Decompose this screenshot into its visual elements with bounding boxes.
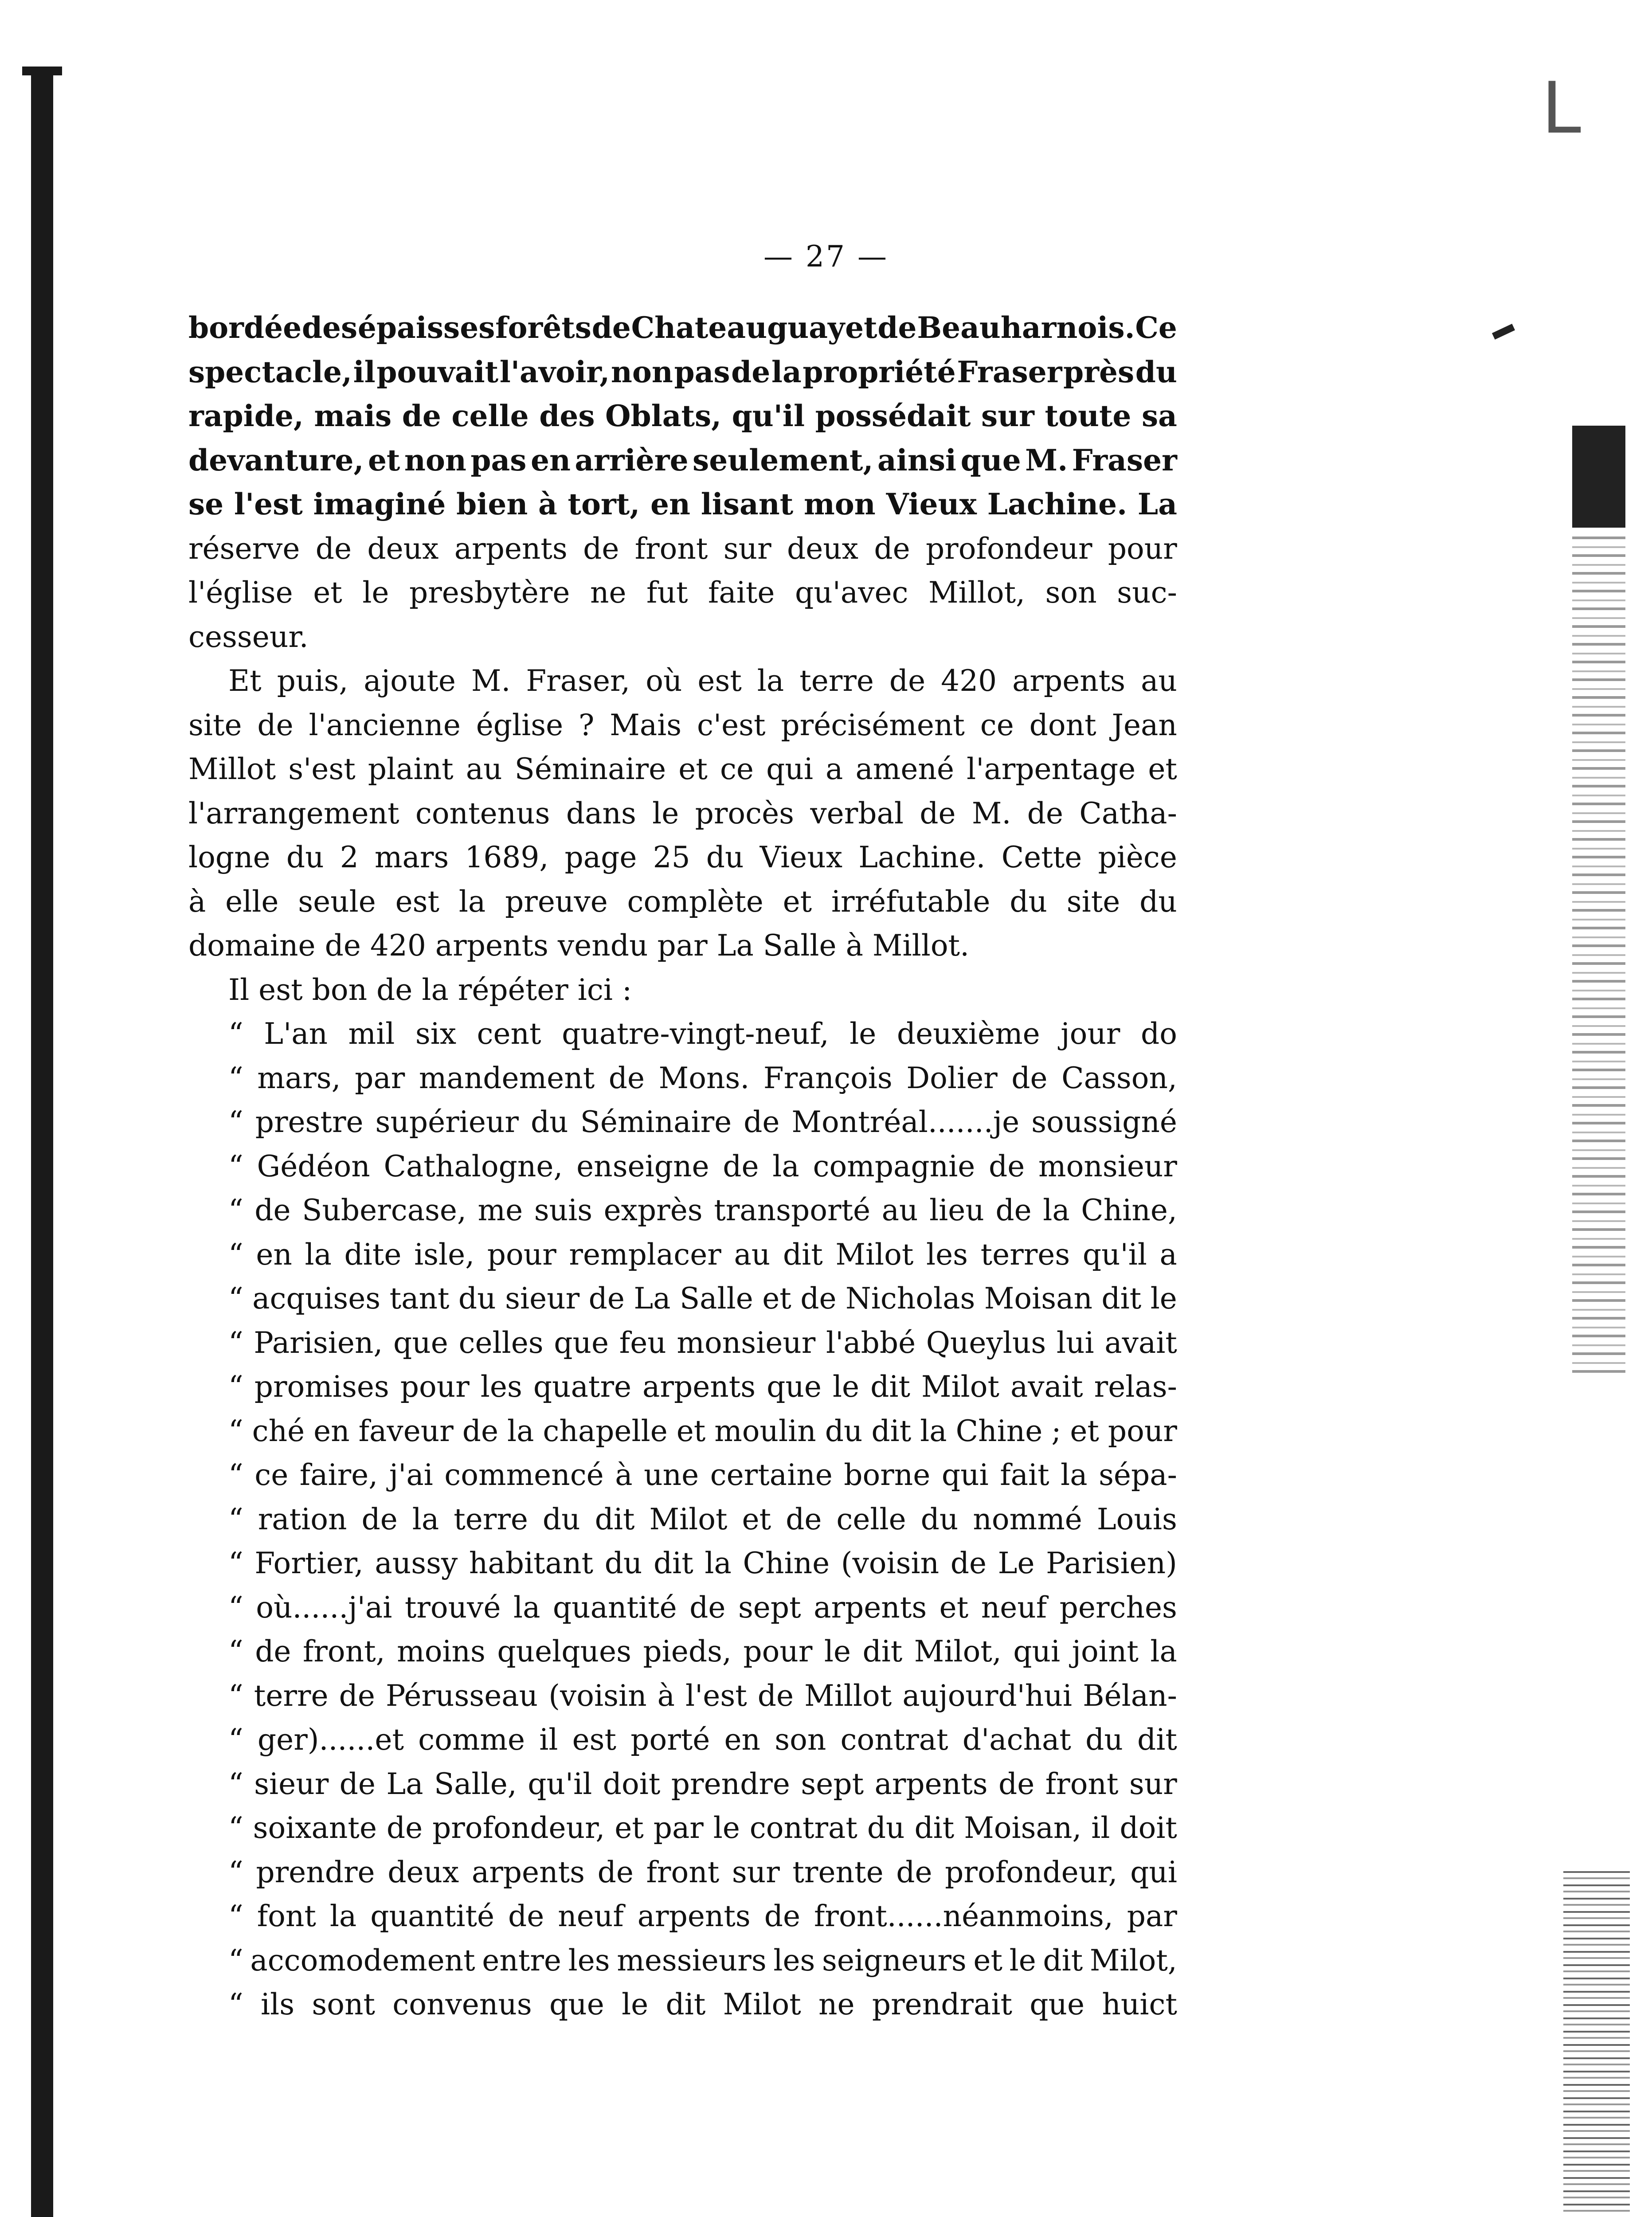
quote-line: “ ché en faveur de la chapelle et moulin du dit la Chine ; et pour <box>228 1414 1177 1448</box>
corner-mark: L <box>1541 67 1581 149</box>
paragraph-start: Il est bon de la répéter ici : <box>228 972 632 1007</box>
quote-line: “ mars, par mandement de Mons. François Dolier de Casson, <box>228 1061 1177 1095</box>
text-line: bordée des épaisses forêts de Chateauguay et de Beauharnois. Ce <box>188 310 1177 345</box>
text-line: l'église et le presbytère ne fut faite qu'avec Millot, son suc- <box>188 576 1177 610</box>
text-line: devanture, et non pas en arrière seulement, ainsi que M. Fraser <box>188 443 1177 478</box>
page-body <box>188 306 1177 2027</box>
text-line: Millot s'est plaint au Séminaire et ce qui a amené l'arpentage et <box>188 752 1177 786</box>
scan-strip-top <box>1572 426 1625 528</box>
quote-line: “ prestre supérieur du Séminaire de Montréal.......je soussigné <box>228 1105 1177 1139</box>
quote-line: “ où......j'ai trouvé la quantité de sept arpents et neuf perches <box>228 1590 1177 1625</box>
text-line: spectacle, il pouvait l'avoir, non pas de la propriété Fraser près du <box>188 354 1177 389</box>
page-number: — 27 — <box>763 239 889 274</box>
text-line: rapide, mais de celle des Oblats, qu'il possédait sur toute sa <box>188 399 1177 433</box>
text-line: à elle seule est la preuve complète et irréfutable du site du <box>188 884 1177 919</box>
scan-strip-middle <box>1572 537 1625 1379</box>
margin-dash <box>1492 324 1515 340</box>
scan-strip-bottom <box>1563 1871 1630 2217</box>
quote-line: “ de Subercase, me suis exprès transporté au lieu de la Chine, <box>228 1193 1177 1227</box>
text-line: domaine de 420 arpents vendu par La Salle à Millot. <box>188 928 970 963</box>
quote-line: “ font la quantité de neuf arpents de front......néanmoins, par <box>228 1899 1177 1933</box>
text-line: cesseur. <box>188 619 309 654</box>
quote-line: “ ration de la terre du dit Milot et de celle du nommé Louis <box>228 1502 1177 1536</box>
paragraph-start: Et puis, ajoute M. Fraser, où est la terre de 420 arpents au <box>228 664 1177 698</box>
text-line: logne du 2 mars 1689, page 25 du Vieux Lachine. Cette pièce <box>188 840 1177 874</box>
page-binding-edge <box>31 67 53 2217</box>
quote-line: “ Fortier, aussy habitant du dit la Chine (voisin de Le Parisien) <box>228 1546 1177 1580</box>
scan-margin-marks <box>1475 0 1652 2217</box>
quote-line: “ ce faire, j'ai commencé à une certaine borne qui fait la sépa- <box>228 1458 1177 1492</box>
quote-line: “ Parisien, que celles que feu monsieur l'abbé Queylus lui avait <box>228 1325 1177 1360</box>
quote-line: “ soixante de profondeur, et par le contrat du dit Moisan, il doit <box>228 1811 1177 1845</box>
quote-line: “ accomodement entre les messieurs les seigneurs et le dit Milot, <box>228 1943 1177 1978</box>
quote-line: “ en la dite isle, pour remplacer au dit Milot les terres qu'il a <box>228 1237 1177 1272</box>
quote-line: “ acquises tant du sieur de La Salle et de Nicholas Moisan dit le <box>228 1281 1177 1316</box>
quote-line: “ Gédéon Cathalogne, enseigne de la compagnie de monsieur <box>228 1149 1177 1183</box>
quote-line: “ ger)......et comme il est porté en son contrat d'achat du dit <box>228 1723 1177 1757</box>
quote-line: “ terre de Pérusseau (voisin à l'est de Millot aujourd'hui Bélan- <box>228 1678 1177 1713</box>
quote-line: “ promises pour les quatre arpents que le dit Milot avait relas- <box>228 1370 1177 1404</box>
quote-line: “ de front, moins quelques pieds, pour le dit Milot, qui joint la <box>228 1634 1177 1669</box>
text-line: réserve de deux arpents de front sur deux de profondeur pour <box>188 531 1177 566</box>
quote-line: “ sieur de La Salle, qu'il doit prendre sept arpents de front sur <box>228 1767 1177 1801</box>
quote-line: “ prendre deux arpents de front sur trente de profondeur, qui <box>228 1855 1177 1889</box>
quote-line: “ ils sont convenus que le dit Milot ne prendrait que huict <box>228 1987 1177 2021</box>
binding-cap-top <box>22 67 62 75</box>
text-line: site de l'ancienne église ? Mais c'est précisément ce dont Jean <box>188 708 1177 742</box>
text-line: l'arrangement contenus dans le procès verbal de M. de Catha- <box>188 796 1177 830</box>
text-line: se l'est imaginé bien à tort, en lisant mon Vieux Lachine. La <box>188 487 1177 521</box>
quote-line: “ L'an mil six cent quatre-vingt-neuf, le deuxième jour do <box>228 1017 1177 1051</box>
